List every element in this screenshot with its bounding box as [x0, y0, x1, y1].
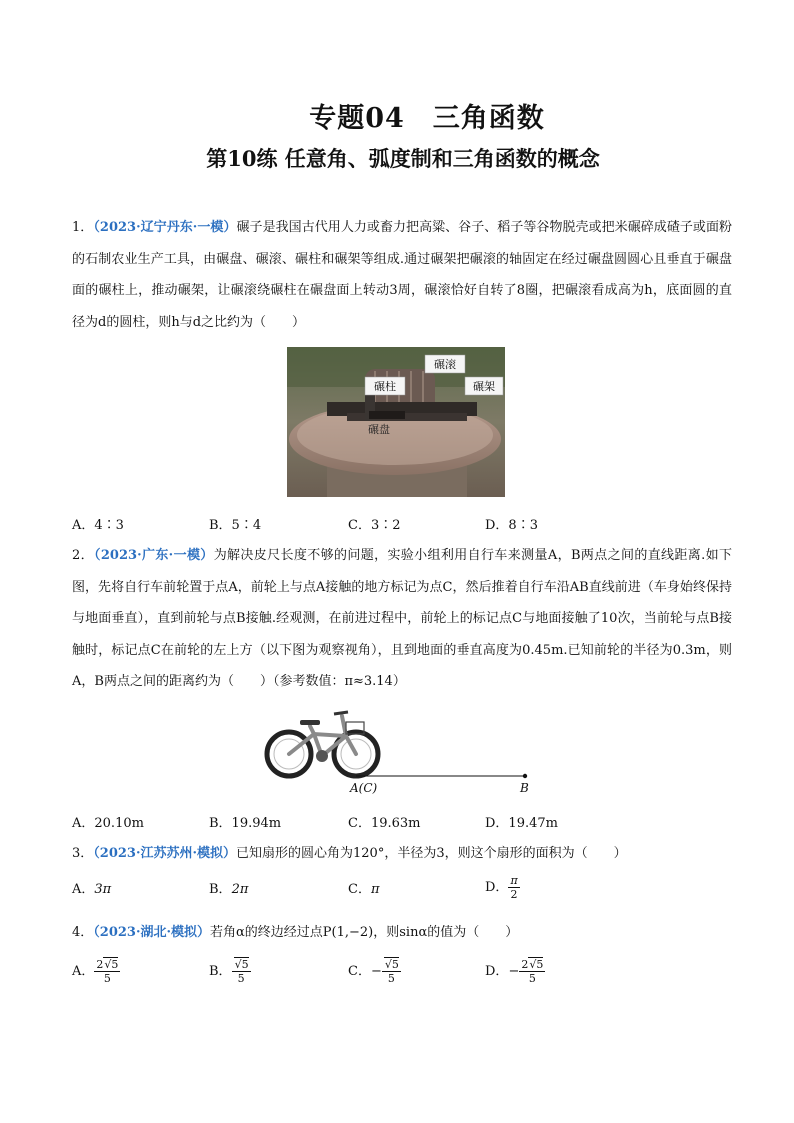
q3-option-b[interactable]: [209, 878, 248, 897]
stone-mill-illustration: [287, 347, 505, 497]
q4-option-d-root: √5: [529, 958, 544, 971]
q4-option-d-minus: −: [508, 964, 520, 979]
q4-option-c[interactable]: [348, 958, 401, 985]
question-2: [72, 540, 732, 698]
question-1-text: 碾子是我国古代用人力或畜力把高粱、谷子、稻子等谷物脱壳或把米碾碎成碴子或面粉的石制农业生产工具，由碾盘、碾滚、碾柱和碾架等组成.通过碾架把碾滚的轴固定在经过碾盘圆圆心且垂直于碾盘面的碾柱上，推动碾架，让碾滚绕碾柱在碾盘面上转动3周，碾滚恰好自转了8圈，把碾滚看成高为h，底面圆的直径为d的圆柱，则h与d之比约为（ ）: [72, 220, 732, 330]
pillar-label: 碾柱: [374, 380, 396, 393]
question-3: [72, 838, 732, 870]
point-b-label: B: [520, 781, 529, 795]
question-1-options: [72, 514, 732, 538]
q4-option-c-root: √5: [384, 958, 399, 971]
q3-option-d-denominator: 2: [510, 888, 518, 901]
lesson-subtitle: 第10练 任意角、弧度制和三角函数的概念: [206, 146, 600, 171]
q4-option-d-coef: 2: [521, 958, 529, 971]
q3-option-c-letter: C．: [348, 882, 371, 897]
q3-option-b-letter: B．: [209, 882, 232, 897]
q4-option-a-den: 5: [103, 972, 111, 985]
plate-label: 碾盘: [368, 423, 390, 436]
q3-option-d-letter: D．: [485, 880, 509, 895]
question-2-number: 2．: [72, 548, 95, 563]
q4-option-c-minus: −: [370, 964, 382, 979]
q3-option-d-numerator: π: [510, 874, 518, 887]
q4-option-a-letter: A．: [72, 964, 95, 979]
roller-label: 碾滚: [434, 358, 456, 371]
question-4-options: [72, 958, 732, 994]
question-4-text: 若角α的终边经过点P(1,−2)，则sinα的值为（ ）: [210, 925, 519, 940]
q4-option-a-coef: 2: [96, 958, 104, 971]
q2-option-b[interactable]: B．19.94m: [209, 816, 282, 831]
q3-option-a[interactable]: [72, 878, 111, 897]
q2-option-c[interactable]: C．19.63m: [348, 816, 421, 831]
question-1-number: 1．: [72, 220, 94, 235]
question-3-source: （2023·江苏苏州·模拟）: [93, 846, 237, 861]
q3-option-d-fraction: [508, 874, 519, 901]
question-2-options: [72, 812, 732, 836]
q4-option-a-fraction: [94, 958, 120, 985]
q3-option-d[interactable]: [485, 874, 520, 901]
point-a-label: A(C): [350, 781, 378, 795]
q1-option-c[interactable]: C．3∶2: [348, 518, 401, 533]
frame-label: 碾架: [473, 380, 495, 393]
bicycle-illustration: [262, 704, 552, 799]
q3-option-a-value: 3π: [94, 882, 112, 897]
question-4-number: 4．: [72, 925, 94, 940]
q1-option-b[interactable]: B．5∶4: [209, 518, 262, 533]
question-3-text: 已知扇形的圆心角为120°，半径为3，则这个扇形的面积为（ ）: [236, 846, 627, 861]
question-1-source: （2023·辽宁丹东·一模）: [93, 220, 237, 235]
q4-option-c-den: 5: [387, 972, 395, 985]
q4-option-b-fraction: [232, 958, 251, 985]
question-2-source: （2023·广东·一模）: [94, 548, 214, 563]
bicycle-figure: [262, 704, 552, 799]
topic-title: 专题04 三角函数: [309, 103, 545, 134]
question-1: [72, 212, 732, 338]
q4-option-b-letter: B．: [209, 964, 232, 979]
q4-option-b-root: √5: [234, 958, 249, 971]
question-3-options: [72, 874, 732, 910]
question-4-source: （2023·湖北·模拟）: [93, 925, 211, 940]
question-4: [72, 917, 732, 949]
question-3-number: 3．: [72, 846, 94, 861]
q4-option-d-fraction: [519, 958, 545, 985]
q2-option-a[interactable]: A．20.10m: [72, 816, 144, 831]
q3-option-c[interactable]: [348, 878, 380, 897]
q4-option-c-fraction: [382, 958, 401, 985]
q4-option-d-den: 5: [528, 972, 536, 985]
q4-option-c-letter: C．: [348, 964, 371, 979]
q4-option-d[interactable]: [485, 958, 545, 985]
q3-option-a-letter: A．: [72, 882, 95, 897]
stone-mill-photo: [287, 347, 505, 497]
q4-option-d-letter: D．: [485, 964, 509, 979]
q4-option-a-root: √5: [104, 958, 119, 971]
q4-option-b-den: 5: [237, 972, 245, 985]
q4-option-b[interactable]: [209, 958, 251, 985]
q1-option-d[interactable]: D．8∶3: [485, 518, 538, 533]
q1-option-a[interactable]: A．4∶3: [72, 518, 124, 533]
q3-option-b-value: 2π: [231, 882, 249, 897]
q4-option-a[interactable]: [72, 958, 120, 985]
question-2-text: 为解决皮尺长度不够的问题，实验小组利用自行车来测量A，B两点之间的直线距离.如下图，先将自行车前轮置于点A，前轮上与点A接触的地方标记为点C，然后推着自行车沿AB直线前进（车身始终保持与地面垂直），直到前轮与点B接触.经观测，在前进过程中，前轮上的标记点C与地面接触了10次，当前轮与点B接触时，标记点C在前轮的左上方（以下图为观察视角），且到地面的垂直高度为0.45m.已知前轮的半径为0.3m，则A，B两点之间的距离约为（ ）（参考数值：π≈3.14）: [72, 548, 733, 689]
q3-option-c-value: π: [370, 882, 380, 897]
q2-option-d[interactable]: D．19.47m: [485, 816, 558, 831]
